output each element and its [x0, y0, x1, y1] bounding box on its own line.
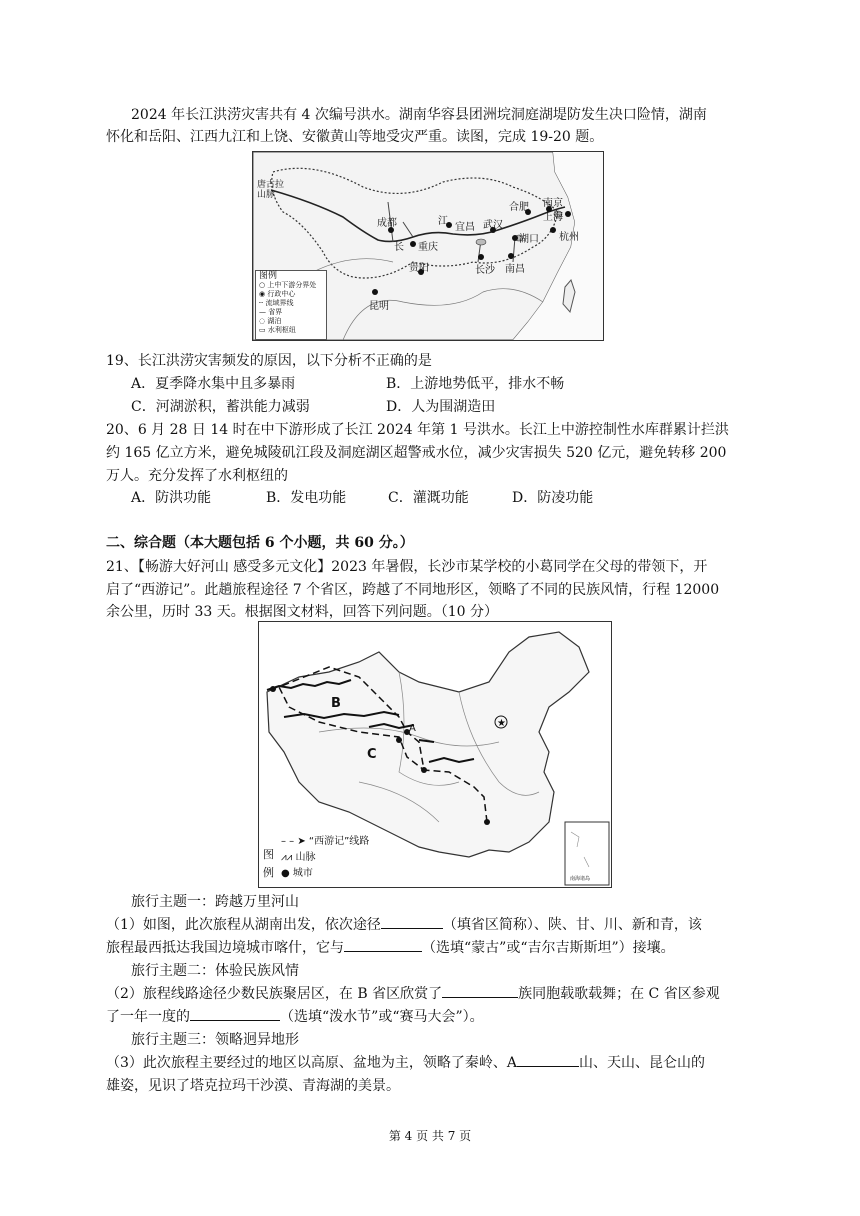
intro-line-1: 2024 年长江洪涝灾害共有 4 次编号洪水。湖南华容县团洲垸洞庭湖堤防发生决口险情，湖南 [131, 107, 707, 123]
city-label-nanchang: 南昌 [505, 264, 525, 275]
legend-circle-icon: ○ [259, 281, 268, 289]
yangtze-basin-map [252, 151, 604, 341]
q19-option-c: C．河湖淤积，蓄洪能力减弱 [131, 399, 310, 415]
page-footer: 第 4 页 共 7 页 [388, 1129, 472, 1143]
city-label-guiyang: 贵阳 [409, 263, 429, 274]
q19-option-b: B．上游地势低平，排水不畅 [386, 376, 565, 392]
route-city-xian [421, 767, 427, 773]
theme3-line-1: （3）此次旅程主要经过的地区以高原、盆地为主，领略了秦岭、A 山、天山、昆仑山的 [106, 1052, 705, 1074]
city-label-hangzhou: 杭州 [559, 232, 579, 243]
legend-item-province: — 省界 [259, 308, 283, 316]
city-label-chongqing: 重庆 [418, 242, 438, 253]
city-label-changsha: 长沙 [475, 265, 495, 276]
q20-line-2: 约 165 亿立方米，避免城陵矶江段及洞庭湖区超警戒水位，减少灾害损失 520 亿元，避免转移 200 [106, 445, 727, 461]
theme1-title: 旅行主题一：跨越万里河山 [131, 894, 299, 910]
legend-lake-icon: ◌ [259, 317, 268, 325]
city-marker-nanchang [508, 253, 514, 259]
q20-option-a: A．防洪功能 [131, 490, 212, 506]
inset-label: 南海诸岛 [570, 876, 591, 882]
answer-blank-2[interactable] [344, 937, 422, 952]
city-label-yichang: 宜昌 [455, 222, 475, 233]
legend-item-basin: ┄ 流域界线 [259, 299, 294, 307]
q19-option-a: A．夏季降水集中且多暴雨 [131, 376, 296, 392]
theme1-line-2: 旅程最西抵达我国边境城市喀什，它与 （选填“蒙古”或“吉尔吉斯斯坦”）接壤。 [106, 937, 675, 959]
theme2-title: 旅行主题二：体验民族风情 [131, 963, 299, 979]
legend-dash-icon: ┄ [259, 299, 266, 307]
region-label-c: C [367, 747, 377, 762]
city-label-hefei: 合肥 [509, 202, 529, 213]
legend-line-icon: — [259, 308, 269, 316]
map2-legend [263, 832, 393, 884]
city-label-hukou: 湖口 [519, 234, 539, 245]
city-label-nanjing: 南京 [543, 198, 563, 209]
route-city-changsha [484, 819, 490, 825]
city-marker-hukou [512, 235, 518, 241]
route-city-xining [396, 737, 402, 743]
q20-line-3: 万人。充分发挥了水利枢纽的 [106, 468, 288, 484]
q20-option-c: C．灌溉功能 [388, 490, 469, 506]
q19-option-d: D．人为围湖造田 [386, 399, 496, 415]
q20-line-1: 20、6 月 28 日 14 时在中下游形成了长江 2024 年第 1 号洪水。长江上中游控制性水库群累计拦洪 [106, 422, 729, 438]
q21-line-3: 余公里，历时 33 天。根据图文材料，回答下列问题。（10 分） [106, 604, 498, 620]
theme2-line-1: （2）旅程线路途径少数民族聚居区，在 B 省区欣赏了 族同胞载歌载舞；在 C 省区参观 [106, 983, 720, 1005]
city-marker-changsha [478, 254, 484, 260]
legend-dam-icon: ▭ [259, 326, 268, 334]
map2-legend-prefix-2: 例 [263, 866, 274, 879]
legend-mountain: ⩘⩘ 山脉 [281, 852, 316, 863]
theme2-line-2: 了一年一度的 （选填“泼水节”或“赛马大会”）。 [106, 1006, 484, 1028]
map1-legend-title: 图例 [259, 271, 278, 281]
legend-item-lake: ◌ 湖泊 [259, 317, 282, 325]
legend-route: – – ➤ “西游记”线路 [281, 836, 370, 847]
map1-legend [255, 270, 327, 340]
theme3-line-2: 雄姿，见识了塔克拉玛干沙漠、青海湖的美景。 [106, 1078, 400, 1094]
section-2-heading: 二、综合题（本大题包括 6 个小题，共 60 分。） [106, 535, 414, 551]
q20-option-d: D．防凌功能 [512, 490, 594, 506]
answer-blank-3[interactable] [442, 983, 518, 998]
city-marker-kunming [372, 289, 378, 295]
river-label-jiang: 江 [438, 216, 448, 227]
mountain-label-a: A [409, 723, 416, 734]
dashed-arrow-icon: – – ➤ [281, 836, 309, 847]
city-label-kunming: 昆明 [369, 301, 389, 312]
theme1-line-1: （1）如图，此次旅程从湖南出发，依次途径 （填省区简称）、陕、甘、川、新和青，该 [106, 914, 702, 936]
svg-text:★: ★ [497, 718, 506, 729]
theme3-title: 旅行主题三：领略迥异地形 [131, 1032, 299, 1048]
map2-legend-prefix-1: 图 [263, 848, 274, 861]
region-label-b: B [331, 696, 341, 711]
legend-item-dam: ▭ 水利枢纽 [259, 326, 296, 334]
city-marker-hangzhou [550, 227, 556, 233]
q19-stem: 19、长江洪涝灾害频发的原因，以下分析不正确的是 [106, 353, 432, 369]
city-marker-shanghai [565, 211, 571, 217]
legend-dot-icon: ◉ [259, 290, 268, 298]
q20-option-b: B．发电功能 [266, 490, 347, 506]
city-label-shanghai: 上海 [543, 212, 563, 223]
intro-line-2: 怀化和岳阳、江西九江和上饶、安徽黄山等地受灾严重。读图，完成 19-20 题。 [106, 129, 604, 145]
q21-line-2: 启了“西游记”。此趟旅程途径 7 个省区，跨越了不同地形区，领略了不同的民族风情，行程 12000 [106, 582, 720, 598]
answer-blank-5[interactable] [517, 1052, 579, 1067]
city-label-wuhan: 武汉 [483, 220, 503, 231]
river-source-label: 唐古拉山脉 [257, 180, 285, 200]
answer-blank-1[interactable] [381, 914, 443, 929]
legend-item-boundary: ○ 上中下游分界处 [259, 281, 317, 289]
mountain-icon: ⩘⩘ [281, 852, 296, 863]
city-marker-chongqing [410, 241, 416, 247]
answer-blank-4[interactable] [190, 1006, 280, 1021]
city-dot-icon: ● [281, 868, 293, 879]
q21-line-1: 21、【畅游大好河山 感受多元文化】2023 年暑假，长沙市某学校的小葛同学在父母的带领下，开 [106, 559, 708, 575]
route-city-kashgar [270, 686, 276, 692]
legend-city: ● 城市 [281, 868, 313, 879]
china-route-map [258, 621, 612, 888]
city-label-chengdu: 成都 [377, 218, 397, 229]
legend-item-capital: ◉ 行政中心 [259, 290, 296, 298]
river-label-chang: 长 [394, 242, 404, 253]
